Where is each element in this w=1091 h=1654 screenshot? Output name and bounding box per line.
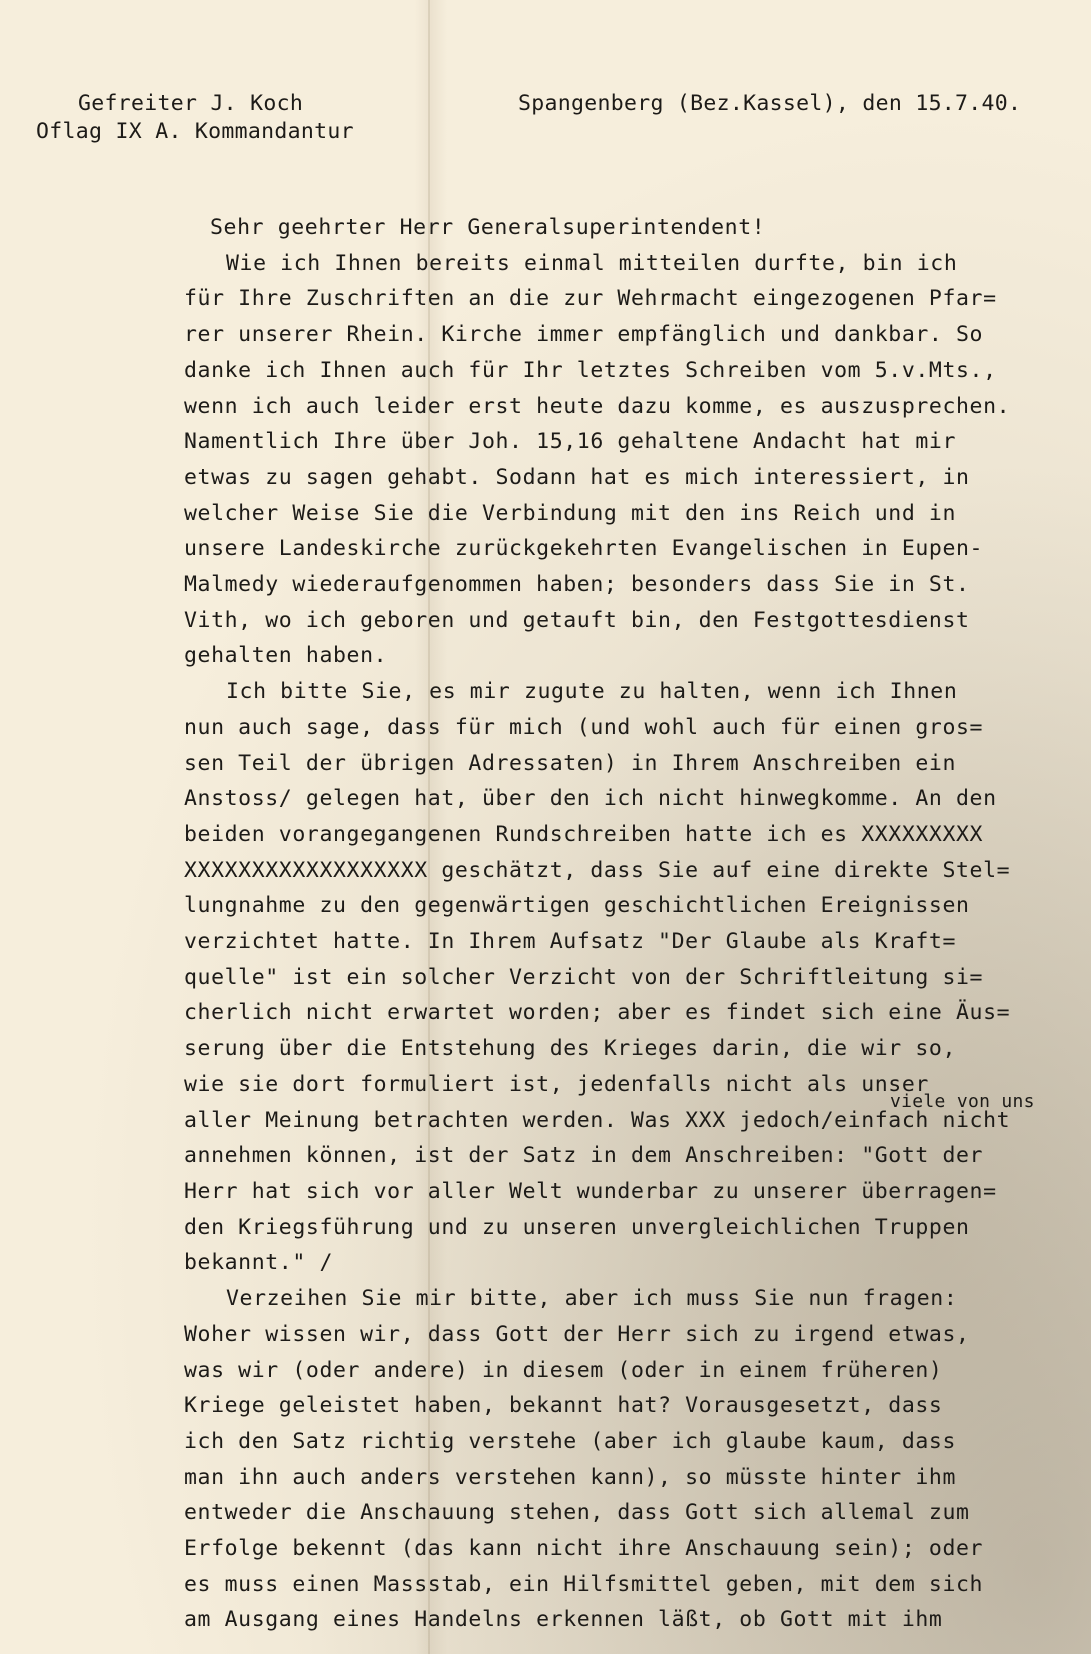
text-line: Malmedy wiederaufgenommen haben; besonders dass Sie in St. xyxy=(184,572,970,598)
salutation: Sehr geehrter Herr Generalsuperintendent! xyxy=(210,215,766,240)
text-line: man ihn auch anders verstehen kann), so müsste hinter ihm xyxy=(184,1464,957,1490)
text-line: XXXXXXXXXXXXXXXXXX geschätzt, dass Sie auf eine direkte Stel= xyxy=(184,857,1011,883)
text-line: danke ich Ihnen auch für Ihr letztes Schreiben vom 5.v.Mts., xyxy=(184,357,997,383)
letter-body xyxy=(184,210,1084,1638)
text-line: Erfolge bekennt (das kann nicht ihre Anschauung sein); oder xyxy=(184,1536,984,1562)
text-line: lungnahme zu den gegenwärtigen geschichtlichen Ereignissen xyxy=(184,893,970,919)
text-line: Verzeihen Sie mir bitte, aber ich muss Sie nun fragen: xyxy=(226,1286,958,1312)
text-line: Anstoss/ gelegen hat, über den ich nicht hinwegkomme. An den xyxy=(184,786,997,812)
text-line: Woher wissen wir, dass Gott der Herr sich zu irgend etwas, xyxy=(184,1321,970,1347)
sender-unit: Oflag IX A. Kommandantur xyxy=(36,119,354,144)
text-line: aller Meinung betrachten werden. Was XXX jedoch/einfach nicht xyxy=(184,1107,1011,1133)
sender-name: Gefreiter J. Koch xyxy=(78,91,304,116)
text-line: Kriege geleistet haben, bekannt hat? Vorausgesetzt, dass xyxy=(184,1393,943,1419)
text-line: nun auch sage, dass für mich (und wohl auch für einen gros= xyxy=(184,714,984,740)
text-line: wie sie dort formuliert ist, jedenfalls nicht als unser xyxy=(184,1071,929,1097)
text-line: quelle" ist ein solcher Verzicht von der Schriftleitung si= xyxy=(184,964,984,990)
text-line: den Kriegsführung und zu unseren unvergleichlichen Truppen xyxy=(184,1214,970,1240)
text-line: was wir (oder andere) in diesem (oder in einem früheren) xyxy=(184,1357,943,1383)
text-line: am Ausgang eines Handelns erkennen läßt, ob Gott mit ihm xyxy=(184,1607,943,1633)
text-line: Vith, wo ich geboren und getauft bin, den Festgottesdienst xyxy=(184,607,970,633)
text-line: entweder die Anschauung stehen, dass Gott sich allemal zum xyxy=(184,1500,970,1526)
text-line: annehmen können, ist der Satz in dem Anschreiben: "Gott der xyxy=(184,1143,984,1169)
text-line: cherlich nicht erwartet worden; aber es findet sich eine Äus= xyxy=(184,1000,1011,1026)
sender-block xyxy=(36,90,354,146)
text-line: gehalten haben. xyxy=(184,643,388,669)
text-line: bekannt." / xyxy=(184,1250,333,1276)
text-line: verzichtet hatte. In Ihrem Aufsatz "Der Glaube als Kraft= xyxy=(184,929,957,955)
text-line: Ich bitte Sie, es mir zugute zu halten, wenn ich Ihnen xyxy=(226,679,958,705)
interlinear-note: viele von uns xyxy=(890,1091,1035,1112)
place-date: Spangenberg (Bez.Kassel), den 15.7.40. xyxy=(518,91,1022,116)
text-line: Herr hat sich vor aller Welt wunderbar zu unserer überragen= xyxy=(184,1178,997,1204)
text-line: beiden vorangegangenen Rundschreiben hatte ich es XXXXXXXXX xyxy=(184,821,984,847)
text-line: es muss einen Massstab, ein Hilfsmittel geben, mit dem sich xyxy=(184,1571,984,1597)
text-line: wenn ich auch leider erst heute dazu komme, es auszusprechen. xyxy=(184,393,1011,419)
text-line: unsere Landeskirche zurückgekehrten Evangelischen in Eupen- xyxy=(184,536,984,562)
text-line: sen Teil der übrigen Adressaten) in Ihrem Anschreiben ein xyxy=(184,750,957,776)
text-line: serung über die Entstehung des Krieges darin, die wir so, xyxy=(184,1036,957,1062)
text-line: Wie ich Ihnen bereits einmal mitteilen durfte, bin ich xyxy=(226,250,958,276)
text-line: welcher Weise Sie die Verbindung mit den ins Reich und in xyxy=(184,500,957,526)
text-line: rer unserer Rhein. Kirche immer empfänglich und dankbar. So xyxy=(184,322,984,348)
text-line: Namentlich Ihre über Joh. 15,16 gehaltene Andacht hat mir xyxy=(184,429,957,455)
text-line: etwas zu sagen gehabt. Sodann hat es mich interessiert, in xyxy=(184,464,970,490)
text-line: für Ihre Zuschriften an die zur Wehrmacht eingezogenen Pfar= xyxy=(184,286,997,312)
text-line: ich den Satz richtig verstehe (aber ich glaube kaum, dass xyxy=(184,1428,957,1454)
